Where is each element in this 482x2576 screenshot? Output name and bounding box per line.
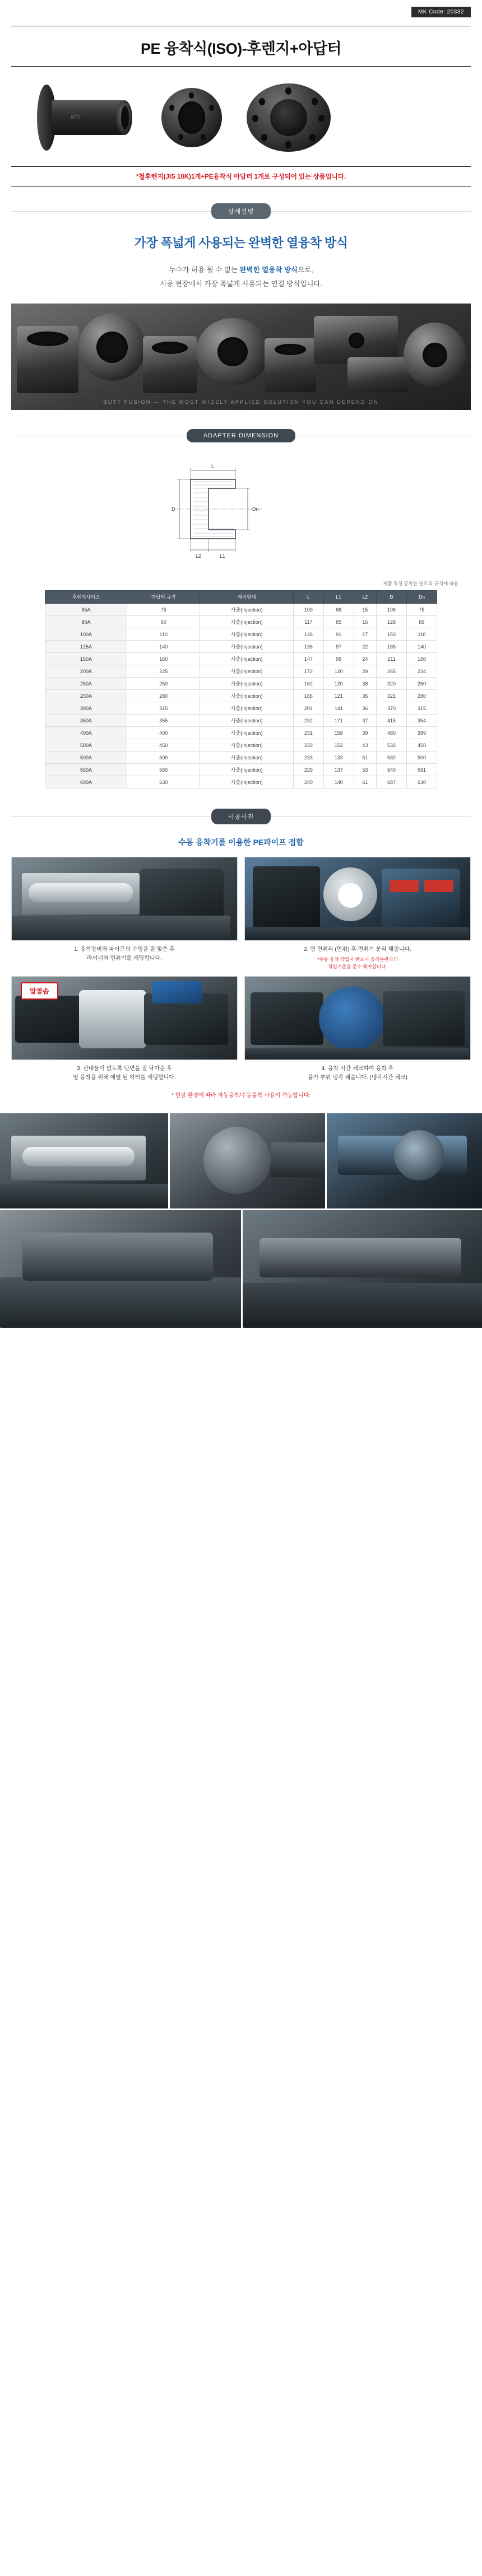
- table-row: [45, 665, 437, 678]
- lead-line1-emph: 완벽한 열융착 방식: [239, 266, 298, 274]
- dim-label-Dn: Dn: [252, 506, 259, 512]
- cell-flange-size: 400A: [45, 727, 127, 739]
- cell-D: 321: [377, 690, 407, 702]
- cell-L: 162: [293, 678, 323, 690]
- cell-Dn: 315: [407, 702, 437, 715]
- cell-L: 172: [293, 665, 323, 678]
- cell-make-type: 사출(Injection): [200, 604, 294, 616]
- cell-L2: 22: [354, 641, 376, 653]
- pipe-left: [253, 866, 320, 928]
- table-row: [45, 641, 437, 653]
- cell-L2: 39: [354, 727, 376, 739]
- cell-L1: 99: [323, 653, 354, 665]
- header-divider-bottom: [11, 66, 471, 67]
- cell-L2: 36: [354, 702, 376, 715]
- cell-Dn: 89: [407, 616, 437, 628]
- work-photo-caption-4: 4. 융착 시간 체크하여 융착 후 융가 부위 냉각 해줍니다. (냉각시간 체크): [308, 1065, 407, 1081]
- table-row: [45, 739, 437, 752]
- bolt-hole: [209, 105, 214, 111]
- cell-D: 265: [377, 665, 407, 678]
- cell-L2: 61: [354, 776, 376, 788]
- cell-adapter-spec: 225: [127, 665, 200, 678]
- table-note: 제품 특성 공차는 별도의 규격에 따름: [383, 581, 458, 586]
- cell-make-type: 사출(Injection): [200, 616, 294, 628]
- adapter-pill-label: ADAPTER DIMENSION: [187, 429, 295, 442]
- fitting-coupler: [265, 338, 316, 392]
- work-photo-image-4: [244, 976, 471, 1060]
- cell-Dn: 224: [407, 665, 437, 678]
- cell-D: 370: [377, 702, 407, 715]
- cell-L2: 43: [354, 739, 376, 752]
- gallery-row-1: [0, 1113, 482, 1208]
- cell-L1: 68: [323, 604, 354, 616]
- bottom-spacer: [0, 1328, 482, 1341]
- cell-L1: 133: [323, 752, 354, 764]
- product-code-badge: MK Code: 20332: [411, 7, 471, 17]
- bolt-hole: [285, 141, 291, 148]
- page-title: PE 융착식(ISO)-후렌지+아답터: [140, 40, 341, 57]
- watermark-text: MK: [71, 114, 81, 120]
- cell-L2: 38: [354, 678, 376, 690]
- cell-make-type: 사출(Injection): [200, 715, 294, 727]
- cell-L: 136: [293, 641, 323, 653]
- cell-Dn: 280: [407, 690, 437, 702]
- stub-flange-adapter-part: [37, 85, 132, 151]
- cell-adapter-spec: 280: [127, 690, 200, 702]
- work-footnote: * 현장 환경에 따라 자동융착/수동융착 사용이 가능합니다.: [171, 1092, 311, 1099]
- bolt-hole: [201, 134, 206, 140]
- cell-L: 240: [293, 776, 323, 788]
- gallery-blue-flange: [394, 1130, 444, 1180]
- table-row: [45, 764, 437, 776]
- lead-line1-a: 누수가 허용 될 수 없는: [169, 266, 240, 274]
- cell-L2: 51: [354, 752, 376, 764]
- cell-flange-size: 350A: [45, 715, 127, 727]
- cell-L2: 53: [354, 764, 376, 776]
- cell-flange-size: 500A: [45, 752, 127, 764]
- gallery-pipe: [271, 1142, 325, 1177]
- cell-L1: 158: [323, 727, 354, 739]
- gallery-installed-pipe: [22, 1233, 213, 1281]
- work-photo-grid: [11, 857, 471, 1082]
- machine-base: [12, 916, 230, 941]
- cell-D: 687: [377, 776, 407, 788]
- cell-L: 126: [293, 628, 323, 641]
- cell-L1: 137: [323, 764, 354, 776]
- cell-L1: 120: [323, 678, 354, 690]
- work-photo-caption-1: 1. 융착장비와 파이프의 수평을 잘 맞춘 후 라이너와 면취기를 세팅합니다.: [74, 946, 175, 962]
- cell-L: 109: [293, 604, 323, 616]
- work-photo-image-3: [11, 976, 238, 1060]
- lead-line1-c: 으로,: [297, 266, 313, 274]
- blue-heater-plate: [319, 987, 385, 1051]
- cell-adapter-spec: 630: [127, 776, 200, 788]
- cell-L2: 16: [354, 616, 376, 628]
- cell-make-type: 사출(Injection): [200, 702, 294, 715]
- work-photo-card-1: [11, 857, 238, 970]
- bolt-hole: [178, 134, 183, 140]
- cell-adapter-spec: 355: [127, 715, 200, 727]
- fitting-bore: [275, 344, 306, 355]
- th-D: D: [377, 591, 407, 604]
- top-spacer: [0, 0, 482, 9]
- facer-tool: [79, 990, 146, 1048]
- cell-adapter-spec: 450: [127, 739, 200, 752]
- table-row: [45, 628, 437, 641]
- work-photo-pill-label: 시공사진: [211, 809, 271, 824]
- cell-adapter-spec: 400: [127, 727, 200, 739]
- cell-L1: 141: [323, 702, 354, 715]
- cell-adapter-spec: 250: [127, 678, 200, 690]
- th-adapter-spec: 아답터 규격: [127, 591, 200, 604]
- table-row: [45, 776, 437, 788]
- cell-make-type: 사출(Injection): [200, 678, 294, 690]
- steel-flange-plate-part: [247, 83, 331, 152]
- cell-D: 153: [377, 628, 407, 641]
- cell-Dn: 140: [407, 641, 437, 653]
- cell-make-type: 사출(Injection): [200, 628, 294, 641]
- fitting-bore: [152, 342, 188, 354]
- gallery-cell-1: [0, 1113, 168, 1208]
- bottom-gallery: [0, 1113, 482, 1328]
- lead-paragraph: [0, 263, 482, 291]
- table-row: [45, 702, 437, 715]
- bolt-hole: [189, 92, 194, 99]
- cell-L: 231: [293, 727, 323, 739]
- table-row: [45, 690, 437, 702]
- cell-adapter-spec: 315: [127, 702, 200, 715]
- work-photo-image-1: [11, 857, 238, 941]
- pipe-left-3: [15, 996, 82, 1043]
- cell-L1: 120: [323, 665, 354, 678]
- cell-flange-size: 250A: [45, 690, 127, 702]
- cell-make-type: 사출(Injection): [200, 764, 294, 776]
- cell-make-type: 사출(Injection): [200, 739, 294, 752]
- fitting-reducer: [347, 357, 409, 392]
- cell-Dn: 630: [407, 776, 437, 788]
- cell-Dn: 450: [407, 739, 437, 752]
- cell-L: 233: [293, 752, 323, 764]
- cell-Dn: 500: [407, 752, 437, 764]
- adapter-dimension-table: [45, 590, 437, 788]
- pipe-left-4: [251, 992, 323, 1045]
- fitting-flange-ring: [196, 318, 269, 385]
- lead-line2: 시공 현장에서 가장 폭넓게 사용되는 연결 방식입니다.: [160, 280, 322, 288]
- gallery-pipe-run: [259, 1238, 461, 1277]
- cell-L1: 140: [323, 776, 354, 788]
- cell-Dn: 110: [407, 628, 437, 641]
- cell-L1: 97: [323, 641, 354, 653]
- cell-flange-size: 550A: [45, 764, 127, 776]
- cell-flange-size: 100A: [45, 628, 127, 641]
- cell-make-type: 사출(Injection): [200, 665, 294, 678]
- cell-make-type: 사출(Injection): [200, 727, 294, 739]
- fitting-cap: [404, 323, 466, 388]
- ring-inner-bore: [178, 101, 205, 134]
- gallery-cell-5: [243, 1210, 482, 1328]
- work-photo-card-2: [244, 857, 471, 970]
- gallery-cell-3: [327, 1113, 482, 1208]
- cell-D: 185: [377, 641, 407, 653]
- cell-flange-size: 600A: [45, 776, 127, 788]
- cell-L2: 37: [354, 715, 376, 727]
- headline-text: 가장 폭넓게 사용되는 완벽한 열융착 방식: [134, 236, 348, 250]
- cell-make-type: 사출(Injection): [200, 752, 294, 764]
- adapter-section-header: [0, 429, 482, 442]
- control-knob-red-2: [424, 880, 453, 892]
- detail-section-header: [0, 203, 482, 219]
- work-photo-sub-2: *수동 융착 작업시 반드시 융착본관과의 작업기준을 준수 해야합니다.: [317, 956, 398, 969]
- gauge-face: [338, 883, 363, 908]
- cell-Dn: 561: [407, 764, 437, 776]
- work-photo-card-3: [11, 976, 238, 1082]
- cell-flange-size: 200A: [45, 665, 127, 678]
- bolt-hole: [252, 115, 258, 122]
- cell-L1: 91: [323, 628, 354, 641]
- cell-D: 211: [377, 653, 407, 665]
- cell-flange-size: 300A: [45, 702, 127, 715]
- hero-product-image: [11, 81, 471, 154]
- table-header-row: [45, 591, 437, 604]
- work-photo-card-4: [244, 976, 471, 1082]
- cell-L: 233: [293, 739, 323, 752]
- cell-make-type: 사출(Injection): [200, 641, 294, 653]
- bolt-hole: [169, 105, 174, 111]
- fitting-tee: [17, 326, 78, 393]
- th-Dn: Dn: [407, 591, 437, 604]
- adapter-dimension-drawing: [11, 457, 471, 575]
- cell-L1: 152: [323, 739, 354, 752]
- cell-Dn: 399: [407, 727, 437, 739]
- cell-L: 232: [293, 715, 323, 727]
- fitting-bore: [349, 333, 364, 348]
- fitting-sleeve: [143, 336, 197, 393]
- cell-L: 147: [293, 653, 323, 665]
- cell-adapter-spec: 500: [127, 752, 200, 764]
- gallery-trench: [0, 1277, 241, 1328]
- cell-L: 186: [293, 690, 323, 702]
- fitting-bore: [27, 332, 68, 346]
- fitting-elbow: [78, 314, 146, 381]
- page-title-block: [0, 26, 482, 66]
- table-row: [45, 727, 437, 739]
- fitting-bore: [217, 337, 248, 366]
- gallery-flange-face: [203, 1127, 271, 1194]
- work-photo-section-header: [0, 809, 482, 824]
- th-L: L: [293, 591, 323, 604]
- th-flange-size: 후렌지사이즈: [45, 591, 127, 604]
- work-photo-image-2: [244, 857, 471, 941]
- flange-plate-bore: [270, 99, 307, 136]
- table-body: [45, 604, 437, 788]
- cell-D: 532: [377, 739, 407, 752]
- cell-L2: 35: [354, 690, 376, 702]
- adapter-bore: [121, 106, 129, 129]
- cell-D: 106: [377, 604, 407, 616]
- cell-L2: 17: [354, 628, 376, 641]
- cell-adapter-spec: 160: [127, 653, 200, 665]
- bolt-hole: [261, 134, 267, 141]
- cell-L2: 24: [354, 653, 376, 665]
- headline-block: [0, 234, 482, 251]
- cell-D: 480: [377, 727, 407, 739]
- clamp-rail: [29, 883, 133, 902]
- cell-Dn: 75: [407, 604, 437, 616]
- gallery-ground: [0, 1184, 168, 1208]
- cell-L2: 29: [354, 665, 376, 678]
- cell-make-type: 사출(Injection): [200, 776, 294, 788]
- drawing-svg: [123, 457, 359, 569]
- pipe-right-4: [383, 991, 465, 1046]
- cell-L1: 85: [323, 616, 354, 628]
- work-subtitle: 수동 융착기를 이용한 PE파이프 접합: [178, 838, 304, 847]
- table-row: [45, 752, 437, 764]
- th-L1: L1: [323, 591, 354, 604]
- gallery-cell-2: [170, 1113, 325, 1208]
- cell-adapter-spec: 75: [127, 604, 200, 616]
- photo4-base: [245, 1048, 469, 1060]
- table-row: [45, 678, 437, 690]
- cell-flange-size: 125A: [45, 641, 127, 653]
- bolt-hole: [312, 98, 318, 105]
- dim-label-D: D: [172, 506, 175, 512]
- adapter-barrel: [52, 100, 124, 135]
- cell-adapter-spec: 110: [127, 628, 200, 641]
- fitting-bore: [96, 332, 128, 363]
- cell-make-type: 사출(Injection): [200, 690, 294, 702]
- th-L2: L2: [354, 591, 376, 604]
- cell-L1: 171: [323, 715, 354, 727]
- bolt-hole: [259, 98, 265, 105]
- small-flange-ring-part: [161, 88, 222, 147]
- table-row: [45, 616, 437, 628]
- gallery-row-2: [0, 1210, 482, 1328]
- cell-flange-size: 150A: [45, 653, 127, 665]
- cell-flange-size: 80A: [45, 616, 127, 628]
- cell-D: 640: [377, 764, 407, 776]
- photo-band-caption: BUTT FUSION — THE MOST WIDELY APPLIED SOLUTION YOU CAN DEPEND ON: [103, 399, 379, 405]
- cell-L: 117: [293, 616, 323, 628]
- cell-D: 128: [377, 616, 407, 628]
- gallery-cell-4: [0, 1210, 241, 1328]
- table-row: [45, 604, 437, 616]
- work-photo-caption-3: 3. 관내물이 없도록 단면을 잘 닦아준 후 열 융착을 위해 예열 된 히터를 세팅합니다.: [73, 1065, 176, 1081]
- table-row: [45, 653, 437, 665]
- cell-L: 229: [293, 764, 323, 776]
- cell-D: 320: [377, 678, 407, 690]
- gallery-clamp: [22, 1147, 135, 1166]
- cell-L1: 121: [323, 690, 354, 702]
- detail-pill-label: 상세설명: [211, 203, 271, 219]
- dim-label-L2: L2: [196, 553, 202, 559]
- glove-hand: [152, 981, 202, 1004]
- cell-flange-size: 65A: [45, 604, 127, 616]
- cell-D: 582: [377, 752, 407, 764]
- cell-L2: 15: [354, 604, 376, 616]
- cell-adapter-spec: 90: [127, 616, 200, 628]
- cell-flange-size: 250A: [45, 678, 127, 690]
- fitting-bore: [423, 343, 447, 367]
- work-photo-caption-2: 2. 면 면취리 (면취) 후 면취기 분리 해줍니다.: [304, 946, 411, 953]
- cell-Dn: 354: [407, 715, 437, 727]
- dim-label-L: L: [211, 463, 215, 469]
- cell-D: 415: [377, 715, 407, 727]
- cell-L: 204: [293, 702, 323, 715]
- dim-label-L1: L1: [220, 553, 226, 559]
- table-row: [45, 715, 437, 727]
- cell-adapter-spec: 560: [127, 764, 200, 776]
- bolt-hole: [309, 134, 316, 141]
- cell-adapter-spec: 140: [127, 641, 200, 653]
- fittings-photo-band: [11, 304, 471, 410]
- cell-Dn: 250: [407, 678, 437, 690]
- th-make-type: 제작형태: [200, 591, 294, 604]
- photo2-base: [245, 927, 469, 941]
- cell-make-type: 사출(Injection): [200, 653, 294, 665]
- gallery-ground-2: [243, 1283, 482, 1328]
- cell-flange-size: 500A: [45, 739, 127, 752]
- cell-Dn: 160: [407, 653, 437, 665]
- hydraulic-unit: [382, 869, 460, 930]
- spec-note: *철후렌지(JIS 10K)1개+PE융착식 아답터 1개로 구성되어 있는 상품입니다.: [11, 166, 471, 186]
- alcohol-swab-tag: 알콜솜: [21, 982, 58, 1000]
- bolt-hole: [285, 87, 291, 95]
- control-knob-red: [390, 880, 419, 892]
- bolt-hole: [318, 115, 325, 122]
